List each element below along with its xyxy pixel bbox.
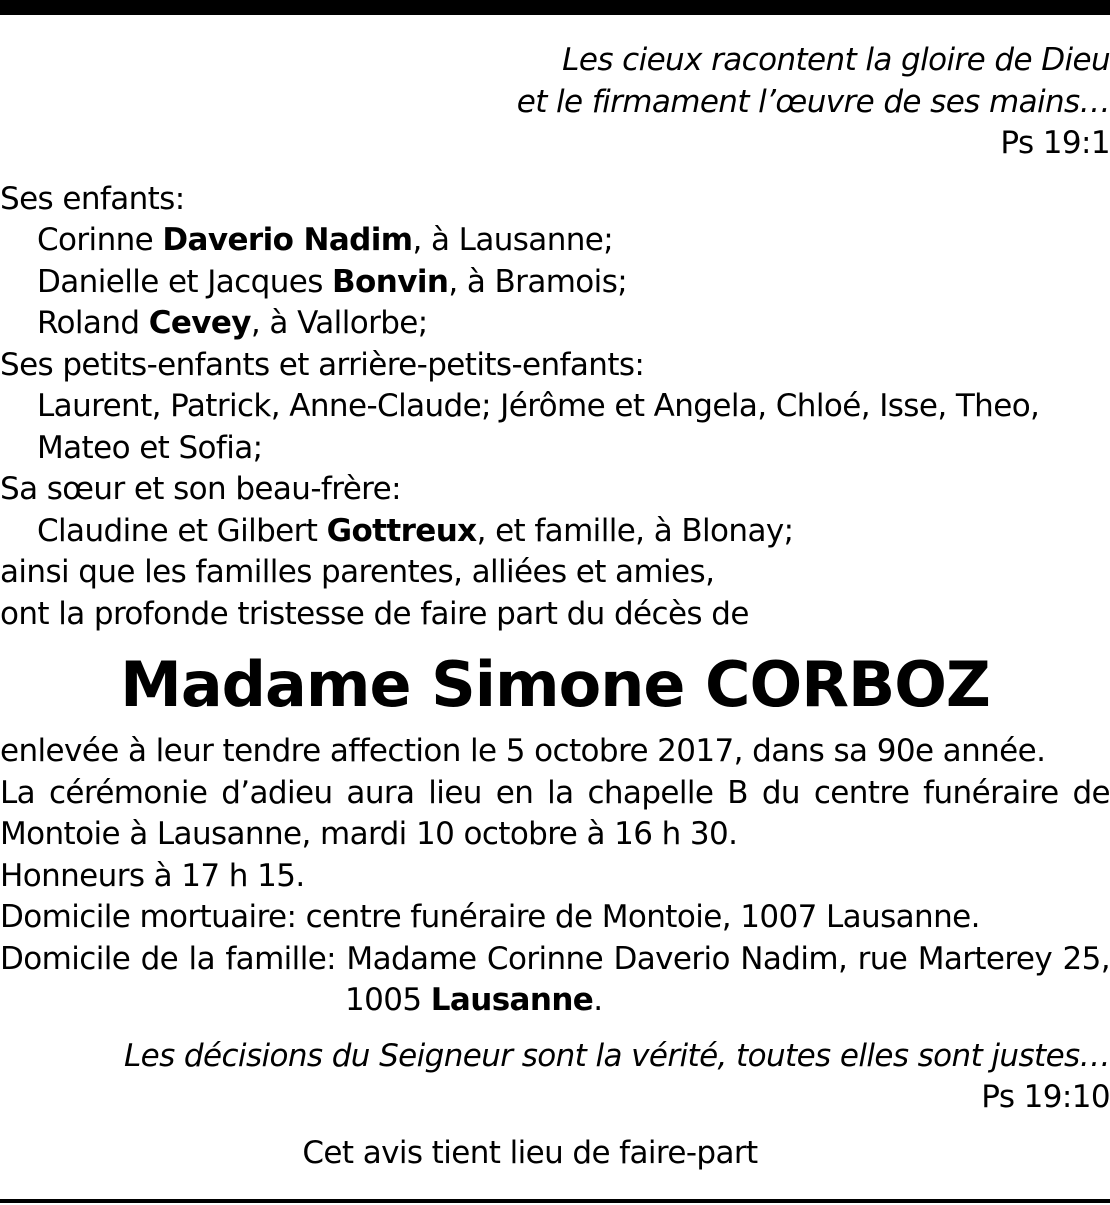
sibling-heading: Sa sœur et son beau-frère: — [0, 471, 401, 507]
closing-quote: Les décisions du Seigneur sont la vérité, toutes elles sont justes… — [123, 1037, 1110, 1074]
obituary-notice — [0, 40, 1110, 1174]
grandchildren-line-2: Mateo et Sofia; — [37, 429, 263, 466]
family-home-city — [0, 980, 1110, 1022]
sibling-surname: Gottreux — [326, 512, 477, 549]
child-entry — [0, 303, 1110, 345]
footer-note: Cet avis tient lieu de faire-part — [302, 1134, 758, 1171]
deceased-name: Madame Simone CORBOZ — [120, 648, 990, 721]
top-rule — [0, 0, 1110, 15]
sibling-entry — [0, 511, 1110, 553]
child-entry — [0, 220, 1110, 262]
child-first-names: Corinne — [37, 222, 163, 258]
ceremony-line-2: Montoie à Lausanne, mardi 10 octobre à 16 h 30. — [0, 816, 738, 852]
announcement-line: ont la profonde tristesse de faire part du décès de — [0, 595, 749, 632]
child-entry — [0, 262, 1110, 304]
relatives-line: ainsi que les familles parentes, alliées et amies, — [0, 554, 715, 590]
sibling-place: , et famille, à Blonay; — [476, 512, 794, 549]
mortuary-line: Domicile mortuaire: centre funéraire de Montoie, 1007 Lausanne. — [0, 899, 980, 935]
quote-line-2: et le firmament l’œuvre de ses mains… — [516, 83, 1110, 120]
children-heading: Ses enfants: — [0, 180, 185, 217]
grandchildren-heading: Ses petits-enfants et arrière-petits-enfants: — [0, 346, 645, 383]
passing-details: enlevée à leur tendre affection le 5 octobre 2017, dans sa 90e année. — [0, 733, 1046, 769]
child-surname: Bonvin — [332, 263, 449, 300]
family-home-line: Domicile de la famille: Madame Corinne Daverio Nadim, rue Marterey 25, — [0, 940, 1110, 977]
ceremony-line-1: La cérémonie d’adieu aura lieu en la chapelle B du centre funéraire de — [0, 774, 1110, 811]
city-name: Lausanne — [430, 982, 594, 1018]
sibling-first-names: Claudine et Gilbert — [37, 512, 327, 549]
child-surname: Cevey — [148, 305, 251, 341]
closing-quote-reference: Ps 19:10 — [981, 1079, 1110, 1115]
child-first-names: Danielle et Jacques — [37, 263, 333, 300]
child-place: , à Vallorbe; — [250, 305, 428, 341]
quote-reference: Ps 19:1 — [1000, 125, 1110, 161]
child-place: , à Lausanne; — [412, 222, 614, 258]
child-surname: Daverio Nadim — [162, 222, 413, 258]
child-first-names: Roland — [37, 305, 149, 341]
honours-line: Honneurs à 17 h 15. — [0, 857, 305, 894]
bottom-rule — [0, 1199, 1110, 1203]
child-place: , à Bramois; — [448, 263, 628, 300]
city-end-punctuation: . — [593, 982, 603, 1018]
quote-line-1: Les cieux racontent la gloire de Dieu — [562, 42, 1110, 78]
grandchildren-line-1: Laurent, Patrick, Anne-Claude; Jérôme et Angela, Chloé, Isse, Theo, — [37, 388, 1040, 424]
postcode: 1005 — [345, 982, 431, 1018]
